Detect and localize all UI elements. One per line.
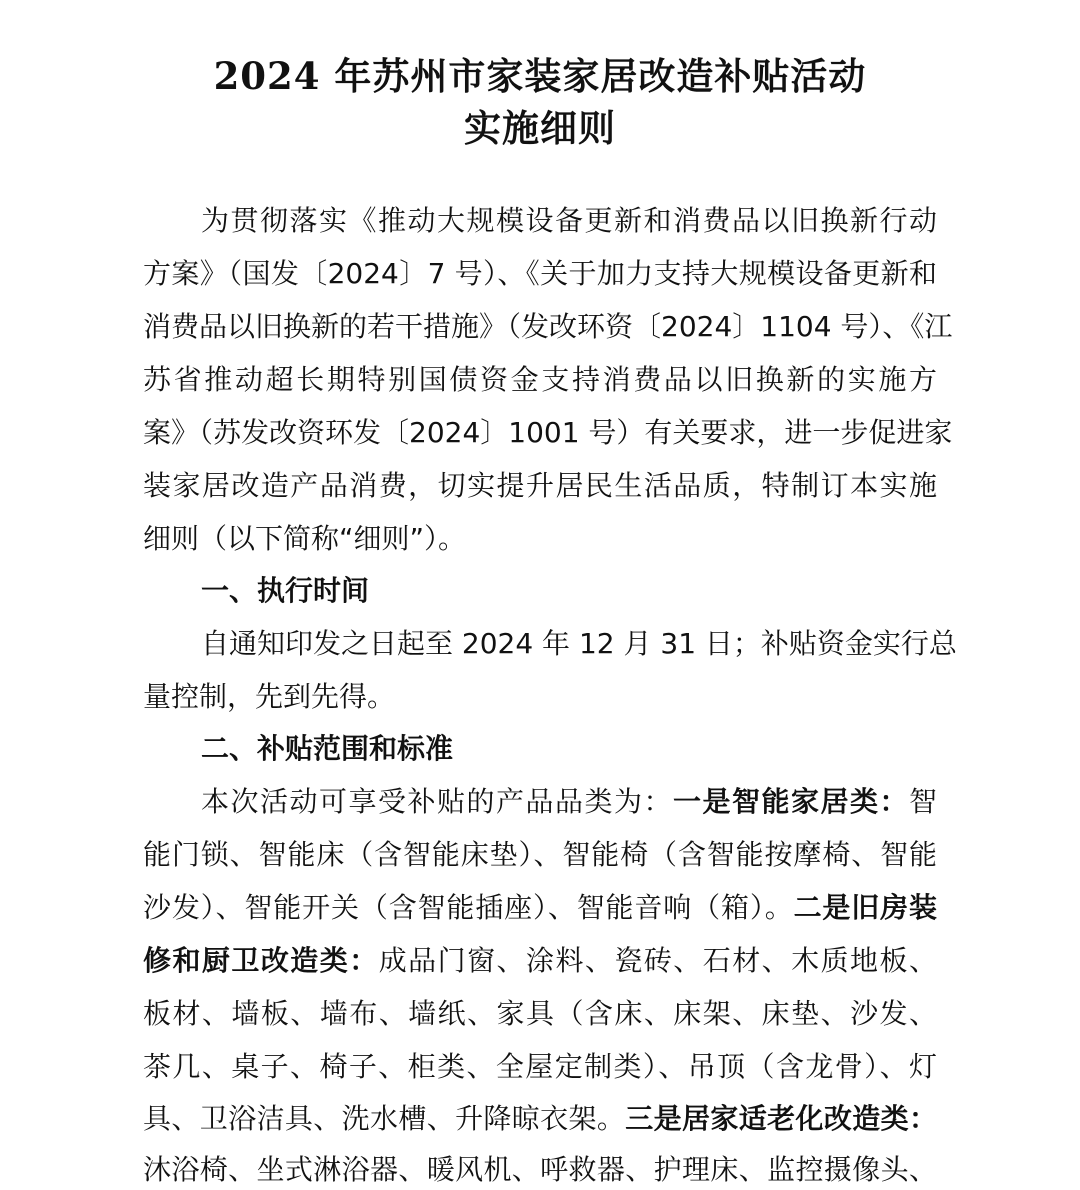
intro-line: 装家居改造产品消费，切实提升居民生活品质，特制订本实施 [143, 469, 937, 502]
text-run: 具、卫浴洁具、洗水槽、升降晾衣架。 [143, 1102, 626, 1135]
category-label: 一是智能家居类： [672, 785, 909, 818]
intro-line: 方案》（国发〔2024〕7 号）、《关于加力支持大规模设备更新和 [143, 257, 937, 290]
text-run: 智 [908, 785, 937, 818]
intro-line: 苏省推动超长期特别国债资金支持消费品以旧换新的实施方 [143, 363, 937, 396]
intro-line: 细则（以下简称“细则”）。 [143, 522, 467, 555]
intro-line: 案》（苏发改资环发〔2024〕1001 号）有关要求，进一步促进家 [143, 416, 953, 449]
section2-line: 板材、墙板、墙布、墙纸、家具（含床、床架、床垫、沙发、 [143, 997, 937, 1030]
text-run: 沙发）、智能开关（含智能插座）、智能音响（箱）。 [143, 891, 794, 924]
category-label: 三是居家适老化改造类： [625, 1102, 937, 1135]
category-label: 二是旧房装 [793, 891, 937, 924]
section2-line [201, 782, 937, 822]
text-run: 本次活动可享受补贴的产品品类为： [201, 785, 673, 818]
section2-line [143, 1099, 937, 1139]
intro-line: 消费品以旧换新的若干措施》（发改环资〔2024〕1104 号）、《江 [143, 310, 953, 343]
document-title-line1: 2024 年苏州市家装家居改造补贴活动 [213, 54, 867, 98]
intro-line: 为贯彻落实《推动大规模设备更新和消费品以旧换新行动 [201, 204, 937, 237]
section2-line [143, 941, 937, 981]
section2-line: 茶几、桌子、椅子、柜类、全屋定制类）、吊顶（含龙骨）、灯 [143, 1050, 937, 1083]
document-title-line2: 实施细则 [464, 106, 616, 150]
section-heading: 一、执行时间 [201, 574, 370, 607]
section2-line: 沐浴椅、坐式淋浴器、暖风机、呼救器、护理床、监控摄像头、 [143, 1153, 937, 1186]
section1-line: 量控制，先到先得。 [143, 680, 396, 713]
text-run: 成品门窗、涂料、瓷砖、石材、木质地板、 [378, 944, 937, 977]
section-heading: 二、补贴范围和标准 [201, 732, 454, 765]
section1-line: 自通知印发之日起至 2024 年 12 月 31 日；补贴资金实行总 [201, 627, 957, 660]
section2-line: 能门锁、智能床（含智能床垫）、智能椅（含智能按摩椅、智能 [143, 838, 937, 871]
section2-line [143, 888, 937, 928]
category-label: 修和厨卫改造类： [143, 944, 379, 977]
